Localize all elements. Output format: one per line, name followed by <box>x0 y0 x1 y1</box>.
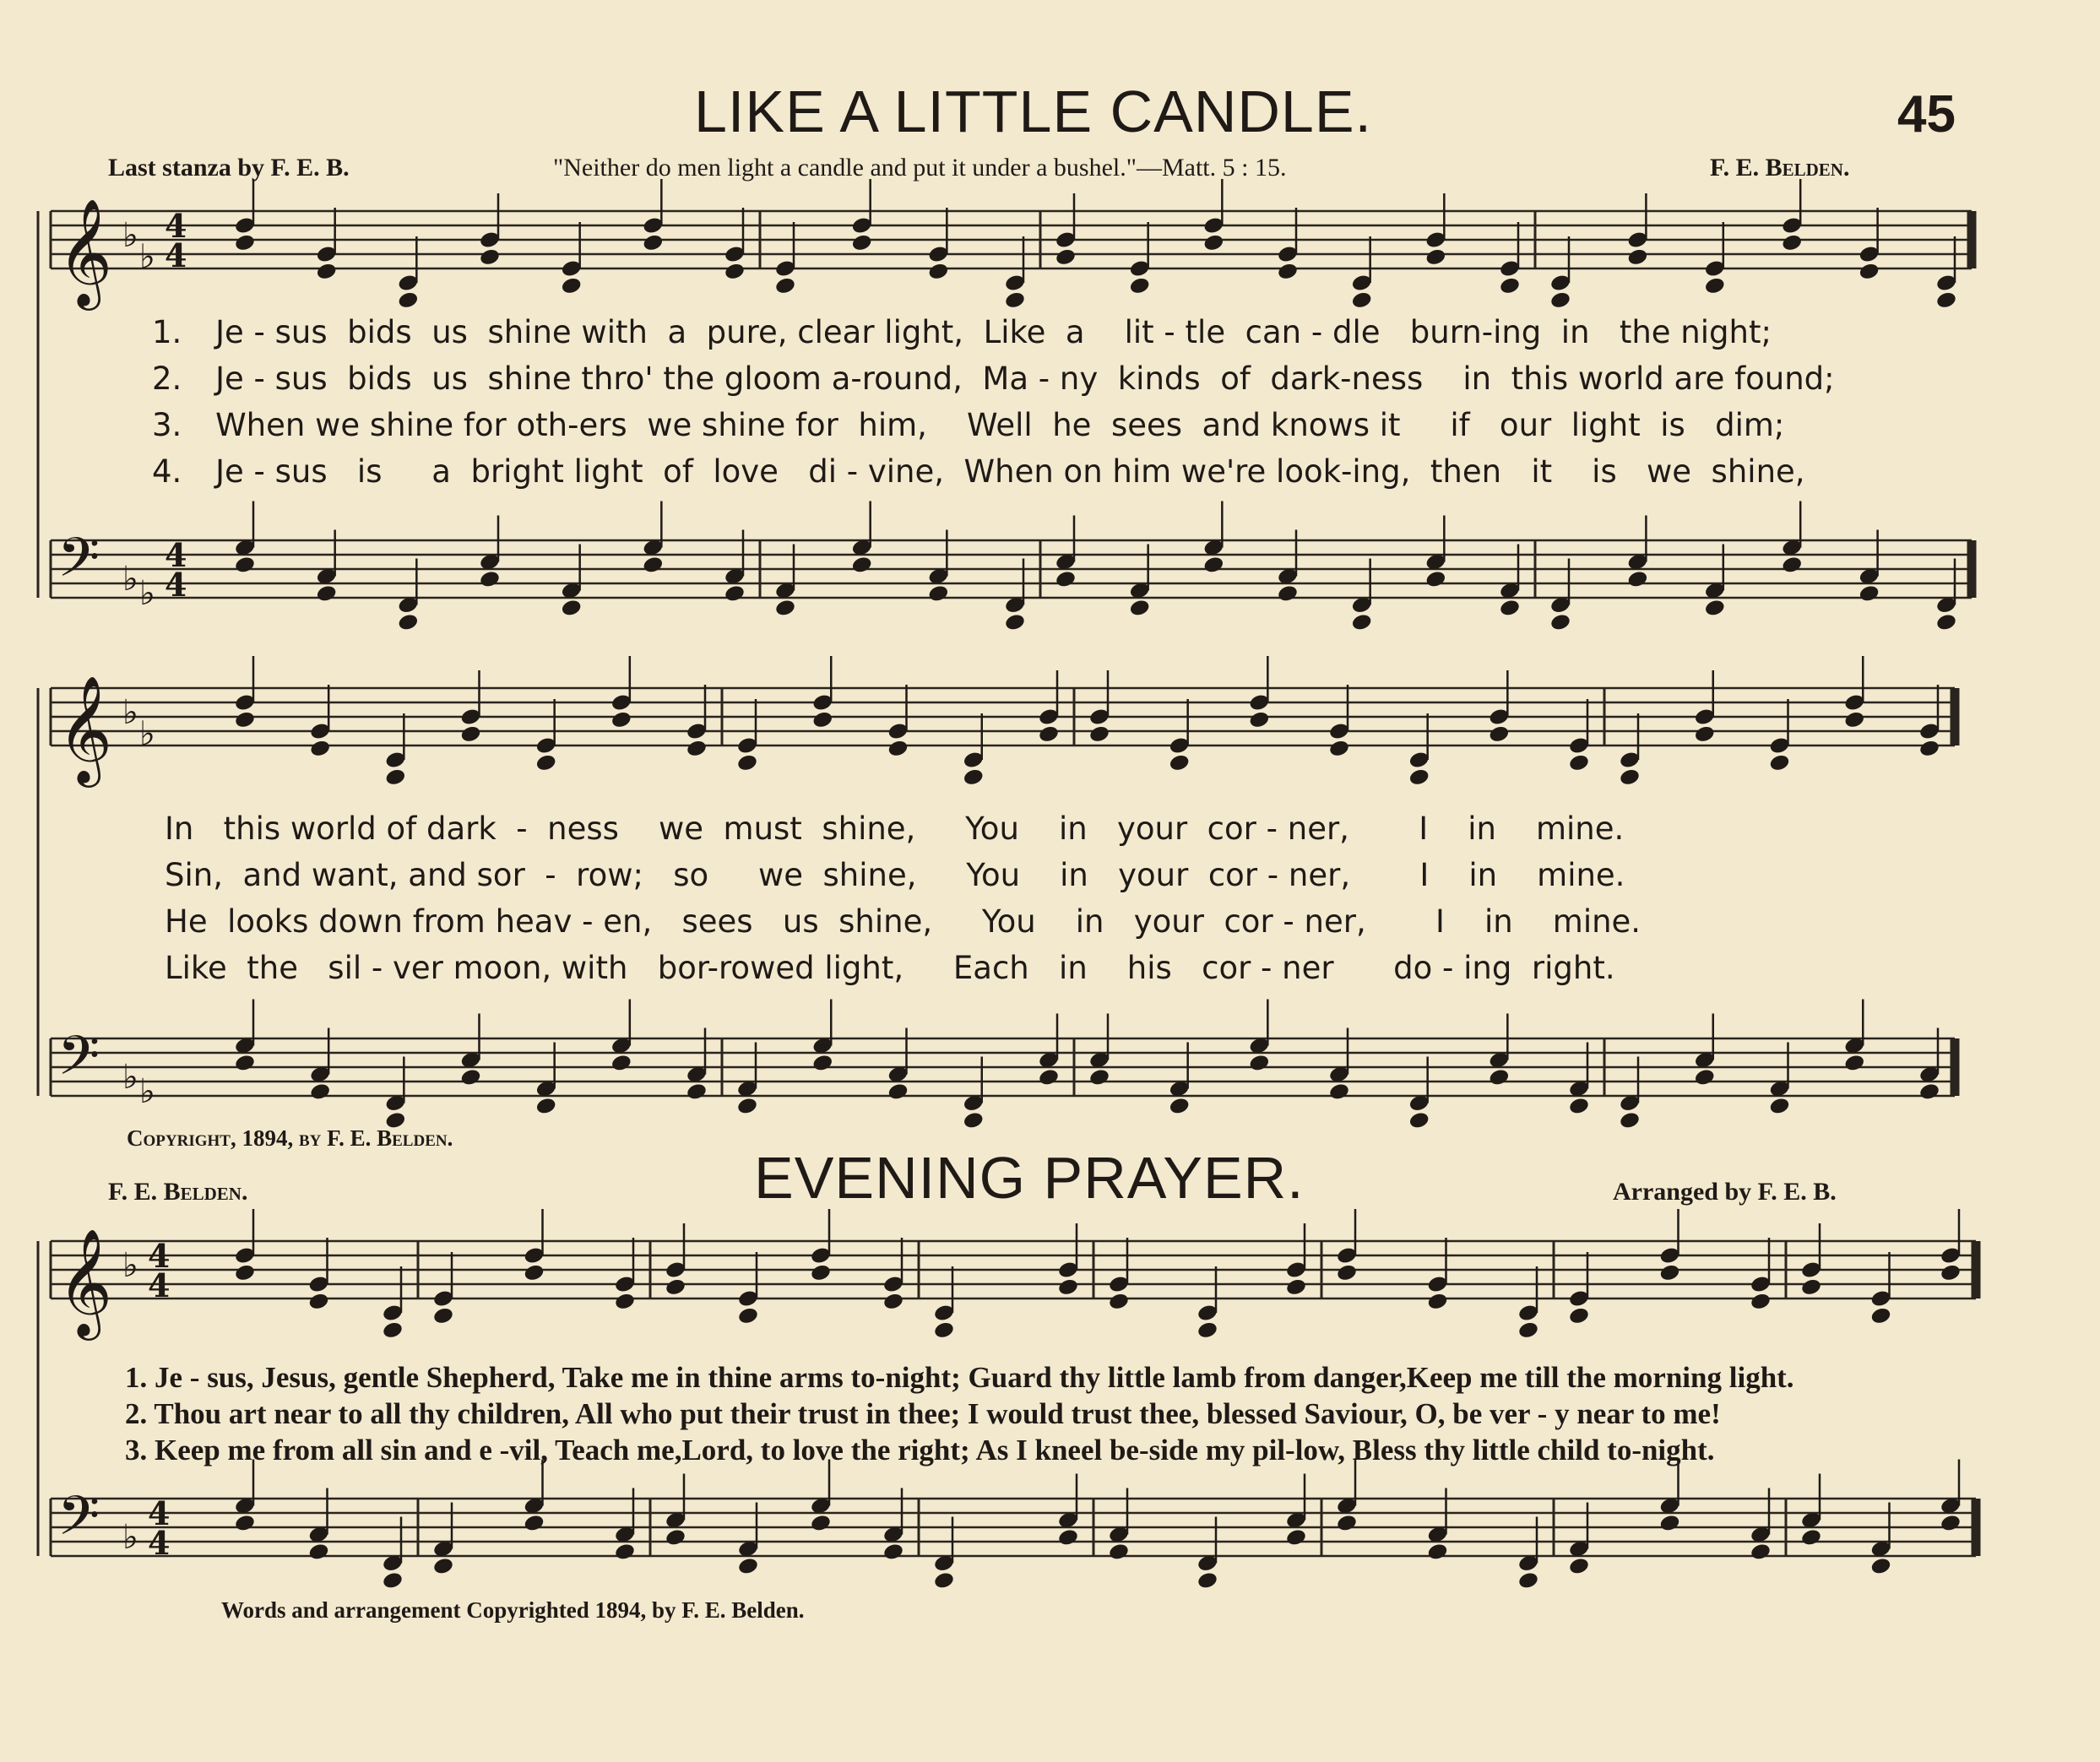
notehead <box>1108 1292 1130 1311</box>
notehead <box>1859 584 1880 604</box>
notehead <box>1918 1082 1940 1102</box>
notehead <box>1038 724 1060 744</box>
notehead <box>1781 556 1803 575</box>
flat-sign: ♭ <box>122 1517 138 1557</box>
notehead <box>316 262 338 281</box>
notehead <box>1940 1263 1962 1282</box>
song1-copyright: Copyright, 1894, by F. E. Belden. <box>127 1125 453 1151</box>
notehead <box>234 1514 256 1533</box>
time-signature-top: 4 <box>165 207 187 245</box>
notehead <box>811 1054 833 1073</box>
notehead <box>642 233 664 252</box>
notehead <box>1202 233 1224 252</box>
notehead <box>459 1068 481 1087</box>
notehead <box>1626 247 1648 267</box>
page-number: 45 <box>1897 85 1956 144</box>
notehead <box>927 584 949 604</box>
notehead <box>561 276 583 295</box>
notehead <box>1843 710 1865 729</box>
flat-sign: ♭ <box>122 559 138 599</box>
notehead <box>1935 613 1957 632</box>
notehead <box>1750 1292 1772 1311</box>
notehead <box>1704 599 1726 618</box>
song1-scripture: "Neither do men light a candle and put it under a bushel."—Matt. 5 : 15. <box>553 154 1287 182</box>
notehead <box>1169 753 1191 773</box>
treble-clef: 𝄞 <box>57 675 113 783</box>
notehead <box>736 1097 758 1116</box>
notehead <box>1694 724 1716 744</box>
notehead <box>724 262 746 281</box>
notehead <box>1408 767 1430 787</box>
notehead <box>811 710 833 729</box>
verse-text: He looks down from heav - en, sees us shine, You in your cor - ner, I in mine. <box>165 903 1641 940</box>
notehead <box>1619 1111 1641 1130</box>
notehead <box>1488 1068 1510 1087</box>
notehead <box>1328 1082 1350 1102</box>
notehead <box>724 584 746 604</box>
bass-clef: 𝄢 <box>57 527 100 603</box>
notehead <box>1057 1528 1079 1548</box>
flat-sign: ♭ <box>139 573 155 613</box>
time-signature-bottom: 4 <box>165 236 187 274</box>
song1-composer: F. E. Belden. <box>1710 154 1850 182</box>
song2-composer: F. E. Belden. <box>108 1178 248 1206</box>
verse-number: 3. <box>152 407 182 443</box>
notehead <box>1549 290 1571 310</box>
time-signature-bottom: 4 <box>165 566 187 604</box>
notehead <box>882 1292 904 1311</box>
notehead <box>642 556 664 575</box>
notehead <box>1197 1571 1218 1591</box>
flat-sign: ♭ <box>122 692 138 732</box>
notehead <box>459 724 481 744</box>
notehead <box>1202 556 1224 575</box>
notehead <box>1328 739 1350 758</box>
notehead <box>479 570 501 589</box>
flat-sign: ♭ <box>139 713 155 754</box>
notehead <box>1768 753 1790 773</box>
notehead <box>1568 1306 1590 1326</box>
song2-arranger: Arranged by F. E. B. <box>1613 1178 1837 1206</box>
notehead <box>1277 584 1299 604</box>
notehead <box>1658 1514 1680 1533</box>
song2-title: EVENING PRAYER. <box>754 1145 1305 1211</box>
verse-text: 1. Je - sus, Jesus, gentle Shepherd, Take me in thine arms to-night; Guard thy little lamb from danger,Keep me till the morning light. <box>125 1361 1794 1394</box>
notehead <box>479 247 501 267</box>
notehead <box>1935 290 1957 310</box>
notehead <box>927 262 949 281</box>
notehead <box>1336 1514 1358 1533</box>
notehead <box>1800 1277 1822 1297</box>
notehead <box>1800 1528 1822 1548</box>
flat-sign: ♭ <box>139 236 155 277</box>
notehead <box>316 584 338 604</box>
notehead <box>384 767 406 787</box>
notehead <box>382 1320 404 1340</box>
time-signature-top: 4 <box>148 1494 171 1532</box>
notehead <box>1869 1557 1891 1576</box>
notehead <box>309 1082 331 1102</box>
time-signature-bottom: 4 <box>148 1524 171 1562</box>
notehead <box>665 1528 686 1548</box>
notehead <box>810 1514 832 1533</box>
notehead <box>1277 262 1299 281</box>
notehead <box>887 739 909 758</box>
notehead <box>810 1263 832 1282</box>
notehead <box>851 556 873 575</box>
notehead <box>432 1557 454 1576</box>
bass-clef: 𝄢 <box>57 1485 100 1561</box>
notehead <box>1088 724 1110 744</box>
notehead <box>665 1277 686 1297</box>
notehead <box>1626 570 1648 589</box>
notehead <box>1940 1514 1962 1533</box>
verse-text: Je - sus is a bright light of love di - vine, When on him we're look-ing, then it is we shine, <box>215 453 1805 490</box>
verse-text: Je - sus bids us shine thro' the gloom a-round, Ma - ny kinds of dark-ness in this world are found; <box>215 361 1835 397</box>
notehead <box>1704 276 1726 295</box>
notehead <box>686 1082 708 1102</box>
notehead <box>309 739 331 758</box>
notehead <box>1004 290 1026 310</box>
notehead <box>1129 599 1151 618</box>
notehead <box>307 1542 329 1562</box>
notehead <box>234 1054 256 1073</box>
flat-sign: ♭ <box>122 1245 138 1285</box>
notehead <box>1248 1054 1270 1073</box>
notehead <box>933 1320 955 1340</box>
notehead <box>1351 613 1373 632</box>
notehead <box>933 1571 955 1591</box>
notehead <box>774 599 796 618</box>
notehead <box>1568 1097 1590 1116</box>
notehead <box>1004 613 1026 632</box>
song1-lyricist-credit: Last stanza by F. E. B. <box>108 154 350 182</box>
notehead <box>887 1082 909 1102</box>
notehead <box>397 613 419 632</box>
notehead <box>1285 1277 1307 1297</box>
notehead <box>1517 1571 1539 1591</box>
notehead <box>1517 1320 1539 1340</box>
time-signature-top: 4 <box>148 1237 171 1275</box>
treble-clef: 𝄞 <box>57 1228 113 1336</box>
notehead <box>610 1054 632 1073</box>
verse-text: 2. Thou art near to all thy children, All who put their trust in thee; I would trust thee, blessed Saviour, O, be ver - y near to me! <box>125 1397 1721 1430</box>
notehead <box>384 1111 406 1130</box>
flat-sign: ♭ <box>139 1071 155 1111</box>
notehead <box>1057 1277 1079 1297</box>
flat-sign: ♭ <box>122 1057 138 1097</box>
notehead <box>774 276 796 295</box>
notehead <box>1424 247 1446 267</box>
notehead <box>1038 1068 1060 1087</box>
verse-text: Like the sil - ver moon, with bor-rowed light, Each in his cor - ner do - ing right. <box>165 950 1615 986</box>
verse-number: 2. <box>152 361 182 397</box>
verse-text: In this world of dark - ness we must shine, You in your cor - ner, I in mine. <box>165 811 1625 847</box>
notehead <box>561 599 583 618</box>
notehead <box>1658 1263 1680 1282</box>
notehead <box>1750 1542 1772 1562</box>
notehead <box>1694 1068 1716 1087</box>
notehead <box>523 1263 545 1282</box>
notehead <box>1499 276 1521 295</box>
notehead <box>535 753 557 773</box>
notehead <box>686 739 708 758</box>
notehead <box>1336 1263 1358 1282</box>
notehead <box>1426 1542 1448 1562</box>
notehead <box>1351 290 1373 310</box>
notehead <box>234 233 256 252</box>
bass-clef: 𝄢 <box>57 1025 100 1101</box>
notehead <box>1843 1054 1865 1073</box>
notehead <box>1169 1097 1191 1116</box>
treble-clef: 𝄞 <box>57 198 113 306</box>
notehead <box>1055 570 1077 589</box>
notehead <box>1549 613 1571 632</box>
verse-text: When we shine for oth-ers we shine for him, Well he sees and knows it if our light is dim; <box>215 407 1785 443</box>
time-signature-top: 4 <box>165 536 187 574</box>
notehead <box>736 753 758 773</box>
notehead <box>963 1111 985 1130</box>
notehead <box>1859 262 1880 281</box>
verse-text: 3. Keep me from all sin and e -vil, Teach me,Lord, to love the right; As I kneel be-side my pil-low, Bless thy little child to-night. <box>125 1434 1715 1467</box>
notehead <box>535 1097 557 1116</box>
verse-text: Je - sus bids us shine with a pure, clear light, Like a lit - tle can - dle burn-ing in the night; <box>215 314 1772 350</box>
notehead <box>963 767 985 787</box>
notehead <box>1088 1068 1110 1087</box>
flat-sign: ♭ <box>122 215 138 255</box>
notehead <box>737 1306 759 1326</box>
notehead <box>397 290 419 310</box>
notehead <box>1285 1528 1307 1548</box>
song1-title: LIKE A LITTLE CANDLE. <box>694 79 1372 144</box>
notehead <box>1424 570 1446 589</box>
notehead <box>1108 1542 1130 1562</box>
verse-number: 4. <box>152 453 182 490</box>
notehead <box>382 1571 404 1591</box>
verse-number: 1. <box>152 314 182 350</box>
notehead <box>1129 276 1151 295</box>
notehead <box>307 1292 329 1311</box>
notehead <box>1248 710 1270 729</box>
notehead <box>1918 739 1940 758</box>
notehead <box>851 233 873 252</box>
notehead <box>1197 1320 1218 1340</box>
notehead <box>1869 1306 1891 1326</box>
song2-copyright: Words and arrangement Copyrighted 1894, by F. E. Belden. <box>221 1597 805 1623</box>
notehead <box>234 556 256 575</box>
notehead <box>614 1292 636 1311</box>
notehead <box>432 1306 454 1326</box>
notehead <box>1408 1111 1430 1130</box>
notehead <box>1055 247 1077 267</box>
notehead <box>882 1542 904 1562</box>
notehead <box>1499 599 1521 618</box>
notehead <box>1619 767 1641 787</box>
notehead <box>1488 724 1510 744</box>
notehead <box>1568 1557 1590 1576</box>
notehead <box>737 1557 759 1576</box>
notehead <box>234 710 256 729</box>
notehead <box>1426 1292 1448 1311</box>
time-signature-bottom: 4 <box>148 1266 171 1304</box>
notehead <box>1568 753 1590 773</box>
notehead <box>1781 233 1803 252</box>
notehead <box>523 1514 545 1533</box>
notehead <box>1768 1097 1790 1116</box>
notehead <box>614 1542 636 1562</box>
notehead <box>234 1263 256 1282</box>
verse-text: Sin, and want, and sor - row; so we shine, You in your cor - ner, I in mine. <box>165 857 1625 893</box>
notehead <box>610 710 632 729</box>
